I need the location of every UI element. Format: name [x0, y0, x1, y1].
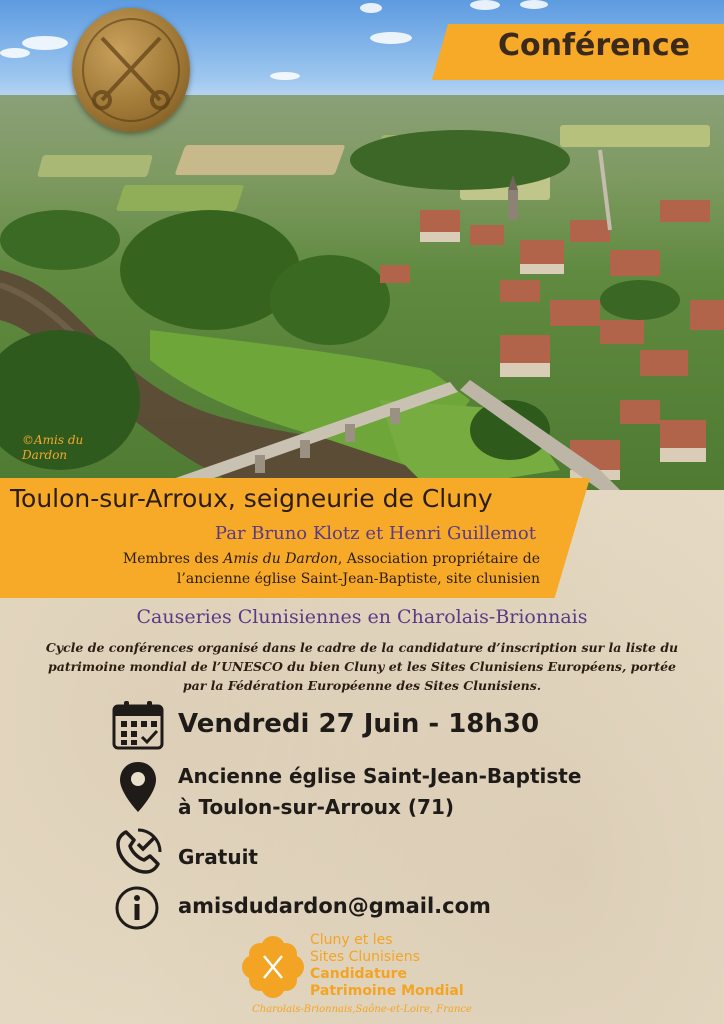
logo-text-top — [310, 932, 420, 966]
logo-line4: Patrimoine Mondial — [310, 983, 464, 999]
logo-line2: Sites Clunisiens — [310, 949, 420, 965]
logo-line1: Cluny et les — [310, 932, 393, 948]
location-line2: à Toulon-sur-Arroux (71) — [178, 795, 455, 819]
info-icon — [114, 885, 160, 935]
series-title: Causeries Clunisiennes en Charolais-Brionnais — [136, 606, 588, 628]
speakers-affiliation — [0, 549, 540, 589]
photo-credit: ©Amis du Dardon — [22, 433, 84, 462]
contact-email[interactable]: amisdudardon@gmail.com — [178, 894, 491, 918]
event-date: Vendredi 27 Juin - 18h30 — [178, 709, 540, 739]
conference-label: Conférence — [497, 28, 690, 63]
logo-line3: Candidature — [310, 966, 408, 982]
affiliation-prefix: Membres des — [122, 551, 224, 567]
affiliation-suffix: , Association propriétaire de — [337, 551, 540, 567]
cluny-seal-image — [72, 8, 190, 132]
region-footer: Charolais-Brionnais,Saône-et-Loire, France — [252, 1004, 472, 1015]
logo-text-bottom — [310, 966, 464, 1000]
affiliation-line2: l’ancienne église Saint-Jean-Baptiste, site clunisien — [176, 571, 540, 587]
calendar-icon — [112, 700, 164, 754]
phone-check-icon — [112, 826, 164, 882]
cluny-flower-logo — [240, 934, 306, 1000]
association-name: Amis du Dardon — [223, 551, 338, 567]
series-description: Cycle de conférences organisé dans le cadre de la candidature d’inscription sur la liste du patrimoine mondial de l’UNESCO du bien Cluny et les Sites Clunisiens Européens, portée par la Fédération Européenne des Sites Clunisiens. — [45, 640, 679, 693]
location-pin-icon — [118, 760, 158, 818]
location-line1: Ancienne église Saint-Jean-Baptiste — [178, 764, 582, 788]
event-price: Gratuit — [178, 845, 258, 869]
event-location — [178, 761, 581, 823]
event-title: Toulon-sur-Arroux, seigneurie de Cluny — [10, 484, 493, 513]
speakers: Par Bruno Klotz et Henri Guillemot — [214, 523, 536, 544]
